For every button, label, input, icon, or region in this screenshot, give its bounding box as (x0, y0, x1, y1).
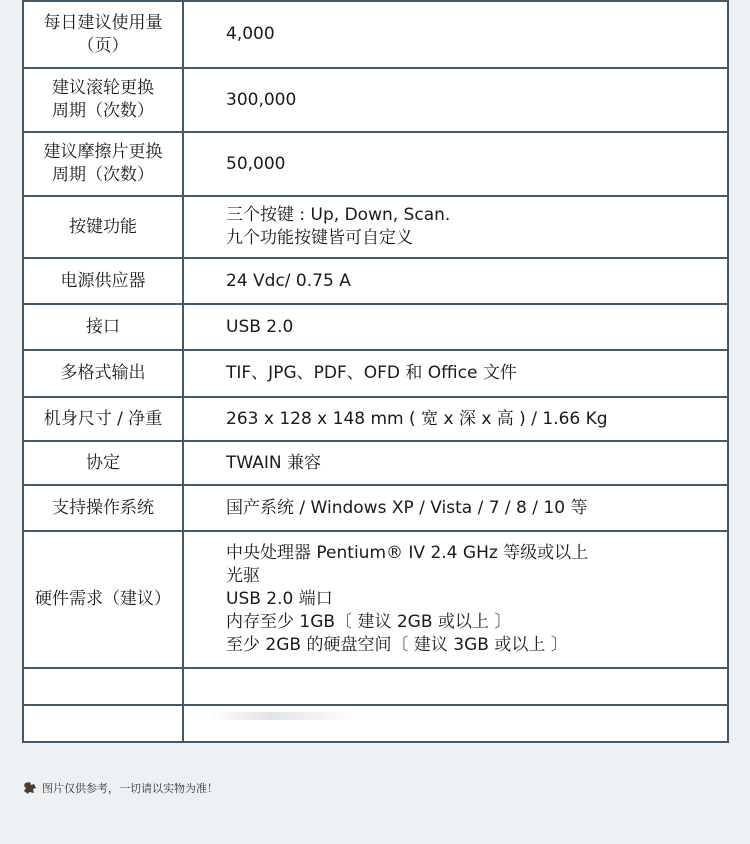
value-line: 50,000 (226, 153, 286, 174)
value-line: 三个按键 : Up, Down, Scan. (226, 205, 451, 225)
label-line: 电源供应器 (60, 270, 146, 291)
table-row-empty (23, 705, 728, 742)
row-label (23, 531, 183, 668)
row-value (183, 397, 728, 441)
label-line: 周期（次数） (52, 165, 154, 185)
empty-cell (183, 668, 728, 705)
row-label (23, 258, 183, 304)
table-row (23, 196, 728, 258)
row-value (183, 485, 728, 531)
row-label (23, 350, 183, 397)
row-value (183, 350, 728, 397)
table-row-empty (23, 668, 728, 705)
label-line: 每日建议使用量 (43, 12, 163, 33)
puzzle-icon (22, 780, 38, 796)
row-label (23, 485, 183, 531)
value-line: 九个功能按键皆可自定义 (226, 228, 413, 248)
table-row (23, 441, 728, 485)
row-value (183, 531, 728, 668)
footer-note (22, 780, 218, 796)
row-label (23, 304, 183, 350)
table-row (23, 350, 728, 397)
table-row (23, 1, 728, 68)
table-row (23, 485, 728, 531)
label-line: 接口 (86, 316, 120, 337)
row-value (183, 441, 728, 485)
value-line: 至少 2GB 的硬盘空间〔 建议 3GB 或以上 〕 (226, 635, 568, 655)
value-line: 263 x 128 x 148 mm ( 宽 x 深 x 高 ) / 1.66 Kg (226, 408, 608, 429)
empty-cell (23, 668, 183, 705)
row-label (23, 1, 183, 68)
value-line: 内存至少 1GB〔 建议 2GB 或以上 〕 (226, 612, 512, 632)
faint-watermark (210, 712, 360, 720)
value-line: 300,000 (226, 89, 297, 110)
row-label (23, 132, 183, 196)
value-line: 24 Vdc/ 0.75 A (226, 270, 351, 291)
value-line: 光驱 (226, 566, 260, 586)
value-line: USB 2.0 (226, 316, 294, 337)
table-row (23, 531, 728, 668)
table-row (23, 304, 728, 350)
label-line: （页） (77, 35, 129, 56)
footer-text: 图片仅供参考，一切请以实物为准！ (42, 782, 218, 795)
value-line: TIF、JPG、PDF、OFD 和 Office 文件 (226, 363, 517, 383)
label-line: 按键功能 (69, 216, 137, 237)
label-line: 机身尺寸 / 净重 (43, 408, 163, 429)
table-row (23, 132, 728, 196)
row-label (23, 68, 183, 132)
value-line: 4,000 (226, 24, 275, 44)
empty-cell (183, 705, 728, 742)
table-row (23, 258, 728, 304)
value-line: TWAIN 兼容 (226, 452, 322, 473)
row-value (183, 132, 728, 196)
label-line: 硬件需求（建议） (35, 589, 171, 609)
row-label (23, 441, 183, 485)
row-value (183, 196, 728, 258)
row-value (183, 1, 728, 68)
spec-table (22, 0, 729, 743)
row-label (23, 397, 183, 441)
label-line: 建议滚轮更换 (52, 78, 154, 98)
row-label (23, 196, 183, 258)
label-line: 建议摩擦片更换 (43, 142, 163, 162)
label-line: 协定 (86, 452, 120, 473)
value-line: 国产系统 / Windows XP / Vista / 7 / 8 / 10 等 (226, 497, 588, 518)
row-value (183, 304, 728, 350)
label-line: 周期（次数） (52, 101, 154, 121)
table-row (23, 68, 728, 132)
empty-cell (23, 705, 183, 742)
value-line: 中央处理器 Pentium® IV 2.4 GHz 等级或以上 (226, 543, 589, 563)
label-line: 多格式输出 (60, 363, 146, 383)
row-value (183, 258, 728, 304)
value-line: USB 2.0 端口 (226, 589, 333, 609)
table-row (23, 397, 728, 441)
row-value (183, 68, 728, 132)
label-line: 支持操作系统 (52, 497, 154, 518)
